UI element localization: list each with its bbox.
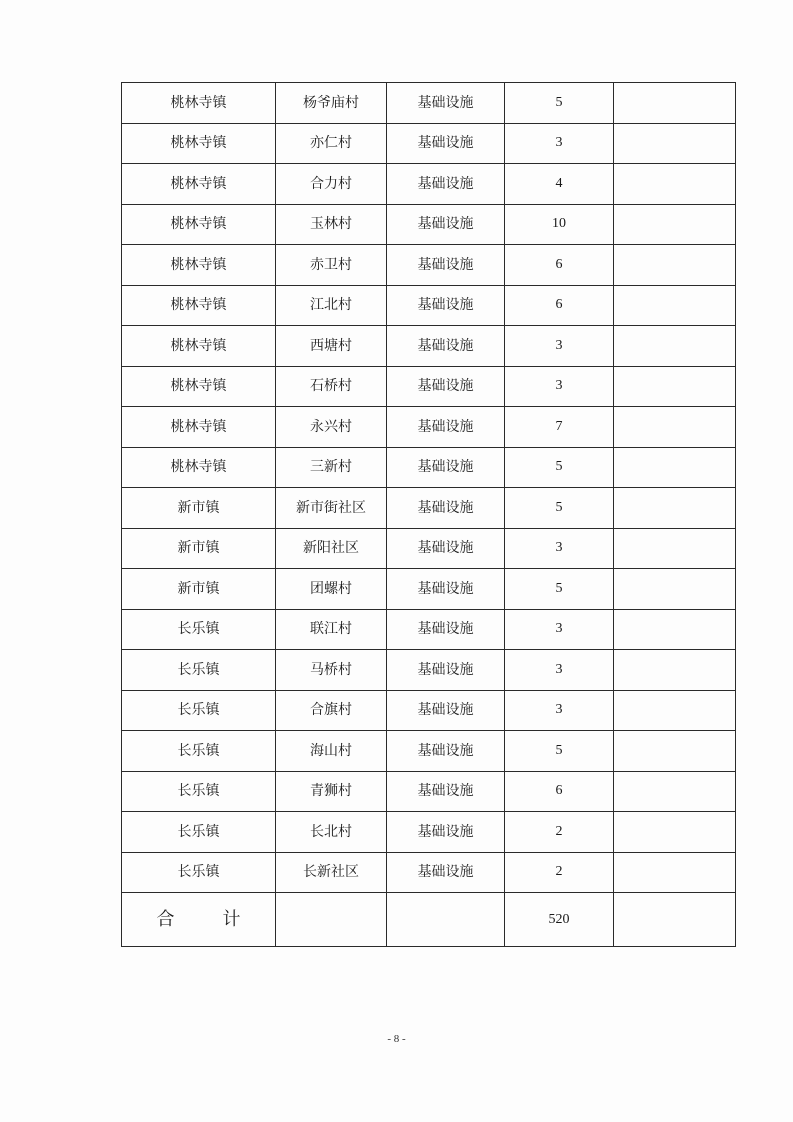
total-label-first: 合 bbox=[156, 908, 175, 930]
category-cell: 基础设施 bbox=[387, 447, 505, 488]
table-row bbox=[122, 447, 736, 488]
category-cell: 基础设施 bbox=[387, 528, 505, 569]
village-cell: 西塘村 bbox=[276, 326, 387, 367]
table-row bbox=[122, 771, 736, 812]
village-cell: 长北村 bbox=[276, 812, 387, 853]
table-row bbox=[122, 326, 736, 367]
total-label bbox=[157, 909, 241, 930]
amount-cell: 3 bbox=[505, 123, 614, 164]
category-cell: 基础设施 bbox=[387, 285, 505, 326]
village-cell: 新阳社区 bbox=[276, 528, 387, 569]
amount-cell: 5 bbox=[505, 83, 614, 124]
table-row bbox=[122, 204, 736, 245]
total-label-cell bbox=[122, 893, 276, 947]
category-cell: 基础设施 bbox=[387, 488, 505, 529]
table-row bbox=[122, 123, 736, 164]
note-cell bbox=[614, 771, 736, 812]
amount-cell: 5 bbox=[505, 447, 614, 488]
amount-cell: 7 bbox=[505, 407, 614, 448]
amount-cell: 5 bbox=[505, 731, 614, 772]
village-cell: 永兴村 bbox=[276, 407, 387, 448]
note-cell bbox=[614, 731, 736, 772]
village-cell: 海山村 bbox=[276, 731, 387, 772]
village-cell: 新市街社区 bbox=[276, 488, 387, 529]
village-cell: 青狮村 bbox=[276, 771, 387, 812]
total-label-second: 计 bbox=[222, 908, 241, 930]
town-cell: 长乐镇 bbox=[122, 812, 276, 853]
town-cell: 桃林寺镇 bbox=[122, 204, 276, 245]
category-cell: 基础设施 bbox=[387, 852, 505, 893]
village-cell: 长新社区 bbox=[276, 852, 387, 893]
table-row bbox=[122, 285, 736, 326]
total-note-cell bbox=[614, 893, 736, 947]
amount-cell: 6 bbox=[505, 771, 614, 812]
note-cell bbox=[614, 204, 736, 245]
note-cell bbox=[614, 528, 736, 569]
table-row bbox=[122, 83, 736, 124]
amount-cell: 2 bbox=[505, 852, 614, 893]
category-cell: 基础设施 bbox=[387, 569, 505, 610]
town-cell: 长乐镇 bbox=[122, 731, 276, 772]
amount-cell: 10 bbox=[505, 204, 614, 245]
total-category-cell bbox=[387, 893, 505, 947]
town-cell: 长乐镇 bbox=[122, 771, 276, 812]
total-village-cell bbox=[276, 893, 387, 947]
total-amount-cell: 520 bbox=[505, 893, 614, 947]
town-cell: 长乐镇 bbox=[122, 690, 276, 731]
village-cell: 合力村 bbox=[276, 164, 387, 205]
town-cell: 长乐镇 bbox=[122, 650, 276, 691]
category-cell: 基础设施 bbox=[387, 245, 505, 286]
note-cell bbox=[614, 245, 736, 286]
note-cell bbox=[614, 447, 736, 488]
table-row bbox=[122, 245, 736, 286]
category-cell: 基础设施 bbox=[387, 690, 505, 731]
town-cell: 桃林寺镇 bbox=[122, 366, 276, 407]
town-cell: 新市镇 bbox=[122, 569, 276, 610]
category-cell: 基础设施 bbox=[387, 609, 505, 650]
table-row bbox=[122, 488, 736, 529]
amount-cell: 3 bbox=[505, 326, 614, 367]
village-cell: 马桥村 bbox=[276, 650, 387, 691]
town-cell: 桃林寺镇 bbox=[122, 447, 276, 488]
category-cell: 基础设施 bbox=[387, 164, 505, 205]
town-cell: 桃林寺镇 bbox=[122, 407, 276, 448]
note-cell bbox=[614, 812, 736, 853]
town-cell: 桃林寺镇 bbox=[122, 83, 276, 124]
note-cell bbox=[614, 407, 736, 448]
amount-cell: 2 bbox=[505, 812, 614, 853]
amount-cell: 6 bbox=[505, 285, 614, 326]
town-cell: 桃林寺镇 bbox=[122, 245, 276, 286]
village-cell: 亦仁村 bbox=[276, 123, 387, 164]
category-cell: 基础设施 bbox=[387, 83, 505, 124]
note-cell bbox=[614, 326, 736, 367]
category-cell: 基础设施 bbox=[387, 326, 505, 367]
category-cell: 基础设施 bbox=[387, 123, 505, 164]
note-cell bbox=[614, 164, 736, 205]
note-cell bbox=[614, 366, 736, 407]
town-cell: 桃林寺镇 bbox=[122, 123, 276, 164]
note-cell bbox=[614, 488, 736, 529]
category-cell: 基础设施 bbox=[387, 771, 505, 812]
category-cell: 基础设施 bbox=[387, 366, 505, 407]
amount-cell: 5 bbox=[505, 569, 614, 610]
town-cell: 桃林寺镇 bbox=[122, 164, 276, 205]
table-row bbox=[122, 609, 736, 650]
funding-allocation-table bbox=[121, 82, 736, 947]
note-cell bbox=[614, 852, 736, 893]
category-cell: 基础设施 bbox=[387, 204, 505, 245]
table-row bbox=[122, 852, 736, 893]
table-row bbox=[122, 690, 736, 731]
village-cell: 联江村 bbox=[276, 609, 387, 650]
town-cell: 桃林寺镇 bbox=[122, 326, 276, 367]
note-cell bbox=[614, 690, 736, 731]
table-row bbox=[122, 528, 736, 569]
total-row bbox=[122, 893, 736, 947]
town-cell: 长乐镇 bbox=[122, 852, 276, 893]
table-row bbox=[122, 569, 736, 610]
village-cell: 江北村 bbox=[276, 285, 387, 326]
town-cell: 新市镇 bbox=[122, 528, 276, 569]
category-cell: 基础设施 bbox=[387, 731, 505, 772]
table-row bbox=[122, 407, 736, 448]
amount-cell: 6 bbox=[505, 245, 614, 286]
page-number: - 8 - bbox=[387, 1033, 406, 1045]
amount-cell: 4 bbox=[505, 164, 614, 205]
amount-cell: 3 bbox=[505, 366, 614, 407]
village-cell: 团螺村 bbox=[276, 569, 387, 610]
category-cell: 基础设施 bbox=[387, 812, 505, 853]
table-row bbox=[122, 366, 736, 407]
town-cell: 新市镇 bbox=[122, 488, 276, 529]
table-row bbox=[122, 164, 736, 205]
table-body bbox=[122, 83, 736, 947]
table-row bbox=[122, 812, 736, 853]
category-cell: 基础设施 bbox=[387, 650, 505, 691]
amount-cell: 3 bbox=[505, 609, 614, 650]
note-cell bbox=[614, 609, 736, 650]
note-cell bbox=[614, 83, 736, 124]
village-cell: 石桥村 bbox=[276, 366, 387, 407]
amount-cell: 3 bbox=[505, 528, 614, 569]
amount-cell: 3 bbox=[505, 690, 614, 731]
category-cell: 基础设施 bbox=[387, 407, 505, 448]
table-row bbox=[122, 731, 736, 772]
note-cell bbox=[614, 650, 736, 691]
village-cell: 三新村 bbox=[276, 447, 387, 488]
amount-cell: 5 bbox=[505, 488, 614, 529]
village-cell: 合旗村 bbox=[276, 690, 387, 731]
village-cell: 杨爷庙村 bbox=[276, 83, 387, 124]
amount-cell: 3 bbox=[505, 650, 614, 691]
note-cell bbox=[614, 285, 736, 326]
village-cell: 玉林村 bbox=[276, 204, 387, 245]
note-cell bbox=[614, 569, 736, 610]
village-cell: 赤卫村 bbox=[276, 245, 387, 286]
note-cell bbox=[614, 123, 736, 164]
town-cell: 长乐镇 bbox=[122, 609, 276, 650]
town-cell: 桃林寺镇 bbox=[122, 285, 276, 326]
table-row bbox=[122, 650, 736, 691]
